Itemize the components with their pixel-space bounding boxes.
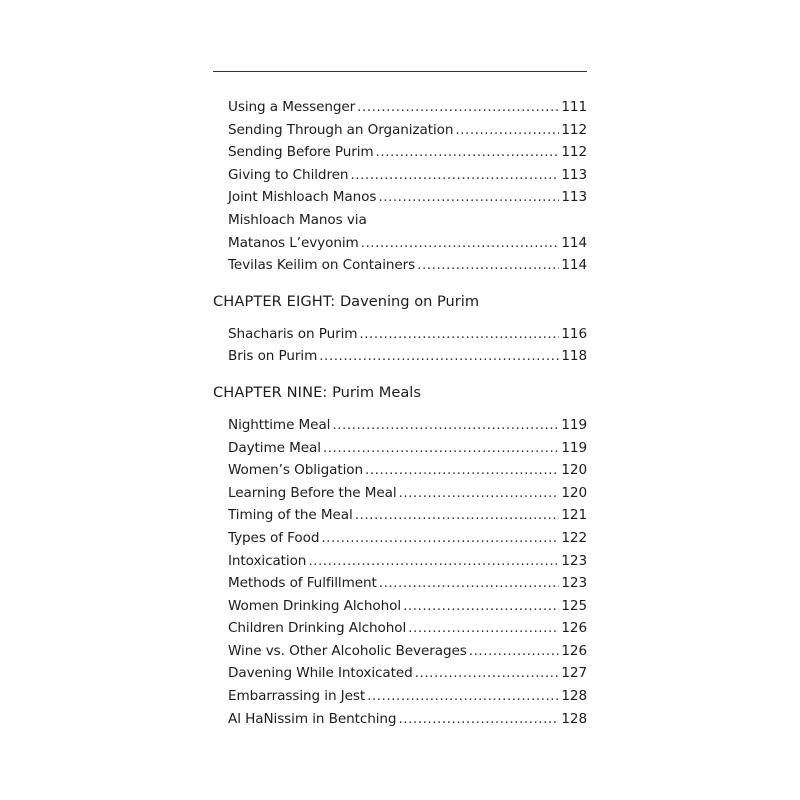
toc-entry: [228, 96, 587, 119]
toc-entry-page: 119: [561, 439, 587, 456]
toc-entry-page: 120: [561, 462, 587, 479]
toc-entry: [228, 527, 587, 550]
toc-entry-page: 116: [561, 325, 587, 342]
toc-entry: [228, 685, 587, 708]
toc-entry-title: Giving to Children: [228, 166, 349, 183]
toc-leader-dots: [355, 504, 560, 527]
toc-entry-page: 121: [561, 507, 587, 524]
toc-entry-title: Learning Before the Meal: [228, 484, 397, 501]
chapter-heading: [213, 382, 587, 404]
toc-entry-title: Mishloach Manos via: [228, 211, 367, 228]
chapter-name: Purim Meals: [332, 383, 421, 401]
toc-entry: [228, 640, 587, 663]
toc-entry: [228, 164, 587, 187]
toc-leader-dots: [365, 459, 559, 482]
toc-entry: [228, 617, 587, 640]
toc-entry-title: Nighttime Meal: [228, 416, 331, 433]
toc-entry-page: 112: [561, 121, 587, 138]
chapter-label: CHAPTER EIGHT:: [213, 292, 336, 310]
toc-entry-page: 119: [561, 416, 587, 433]
toc-entry-page: 113: [561, 189, 587, 206]
toc-entry: [228, 254, 587, 277]
toc-entry-title: Al HaNissim in Bentching: [228, 710, 397, 727]
toc-leader-dots: [357, 96, 559, 119]
toc-leader-dots: [403, 595, 559, 618]
toc-leader-dots: [319, 345, 559, 368]
toc-entry-title: Sending Before Purim: [228, 144, 374, 161]
toc-entry: [228, 595, 587, 618]
chapter-heading: [213, 291, 587, 313]
toc-entry: [228, 662, 587, 685]
toc-entry: [228, 550, 587, 573]
toc-leader-dots: [469, 640, 560, 663]
toc-entry-page: 123: [561, 575, 587, 592]
toc-entry: [228, 572, 587, 595]
toc-entry-title: Embarrassing in Jest: [228, 688, 366, 705]
toc-section-continued: [213, 96, 587, 277]
toc-entry: [228, 482, 587, 505]
toc-entry-page: 114: [561, 257, 587, 274]
toc-leader-dots: [379, 572, 560, 595]
toc-entry-page: 122: [561, 529, 587, 546]
toc-leader-dots: [455, 119, 559, 142]
toc-entry-title: Shacharis on Purim: [228, 325, 358, 342]
toc-entry: [228, 232, 587, 255]
toc-entry-wrapped: [228, 209, 587, 232]
toc-entry-title: Daytime Meal: [228, 439, 321, 456]
toc-entry-page: 128: [561, 688, 587, 705]
toc-entry-title: Matanos L’evyonim: [228, 234, 359, 251]
toc-entry-page: 128: [561, 710, 587, 727]
toc-entry: [228, 345, 587, 368]
toc-entry: [228, 119, 587, 142]
toc-entry: [228, 708, 587, 731]
toc-leader-dots: [408, 617, 559, 640]
toc-entry-title: Tevilas Keilim on Containers: [228, 257, 416, 274]
toc-leader-dots: [376, 141, 560, 164]
toc-leader-dots: [323, 437, 559, 460]
chapter-name: Davening on Purim: [339, 292, 480, 310]
toc-leader-dots: [417, 254, 559, 277]
toc-entry: [228, 141, 587, 164]
toc-entry-title: Women’s Obligation: [228, 462, 363, 479]
toc-leader-dots: [350, 164, 559, 187]
toc-entry-page: 126: [561, 620, 587, 637]
toc-entry-title: Davening While Intoxicated: [228, 665, 413, 682]
toc-section-chapter-nine: [213, 382, 587, 730]
toc-entry-title: Wine vs. Other Alcoholic Beverages: [228, 642, 467, 659]
toc-leader-dots: [332, 414, 559, 437]
toc-leader-dots: [359, 323, 559, 346]
toc-leader-dots: [398, 708, 559, 731]
toc-entry: [228, 437, 587, 460]
chapter-label: CHAPTER NINE:: [213, 383, 328, 401]
toc-entry: [228, 414, 587, 437]
toc-entry-page: 118: [561, 348, 587, 365]
toc-entry-page: 113: [561, 166, 587, 183]
toc-entry-title: Timing of the Meal: [228, 507, 353, 524]
toc-entry-page: 126: [561, 642, 587, 659]
toc-leader-dots: [321, 527, 559, 550]
toc-entry-title: Intoxication: [228, 552, 307, 569]
toc-entry-title: Women Drinking Alchohol: [228, 597, 402, 614]
toc-entry-title: Joint Mishloach Manos: [228, 189, 377, 206]
toc-leader-dots: [378, 186, 559, 209]
toc-entry-title: Children Drinking Alchohol: [228, 620, 407, 637]
toc-entry: [228, 323, 587, 346]
toc-entry-page: 120: [561, 484, 587, 501]
toc-leader-dots: [308, 550, 559, 573]
toc-entry: [228, 186, 587, 209]
toc-leader-dots: [361, 232, 560, 255]
toc-leader-dots: [399, 482, 560, 505]
toc-section-chapter-eight: [213, 291, 587, 368]
toc-entry-title: Sending Through an Organization: [228, 121, 454, 138]
toc-leader-dots: [415, 662, 560, 685]
toc-entry-title: Bris on Purim: [228, 348, 318, 365]
header-rule: [213, 71, 587, 72]
toc-entry-title: Using a Messenger: [228, 99, 356, 115]
toc-entry-page: 123: [561, 552, 587, 569]
toc-entry-title: Types of Food: [228, 529, 320, 546]
toc-entry-page: 127: [561, 665, 587, 682]
toc-entry: [228, 504, 587, 527]
toc-entry-page: 125: [561, 597, 587, 614]
table-of-contents: [213, 96, 587, 730]
toc-entry-title: Methods of Fulfillment: [228, 575, 377, 592]
toc-entry-page: 112: [561, 144, 587, 161]
toc-leader-dots: [367, 685, 559, 708]
toc-entry-page: 114: [561, 234, 587, 251]
toc-entry-page: 111: [561, 99, 587, 115]
toc-entry: [228, 459, 587, 482]
